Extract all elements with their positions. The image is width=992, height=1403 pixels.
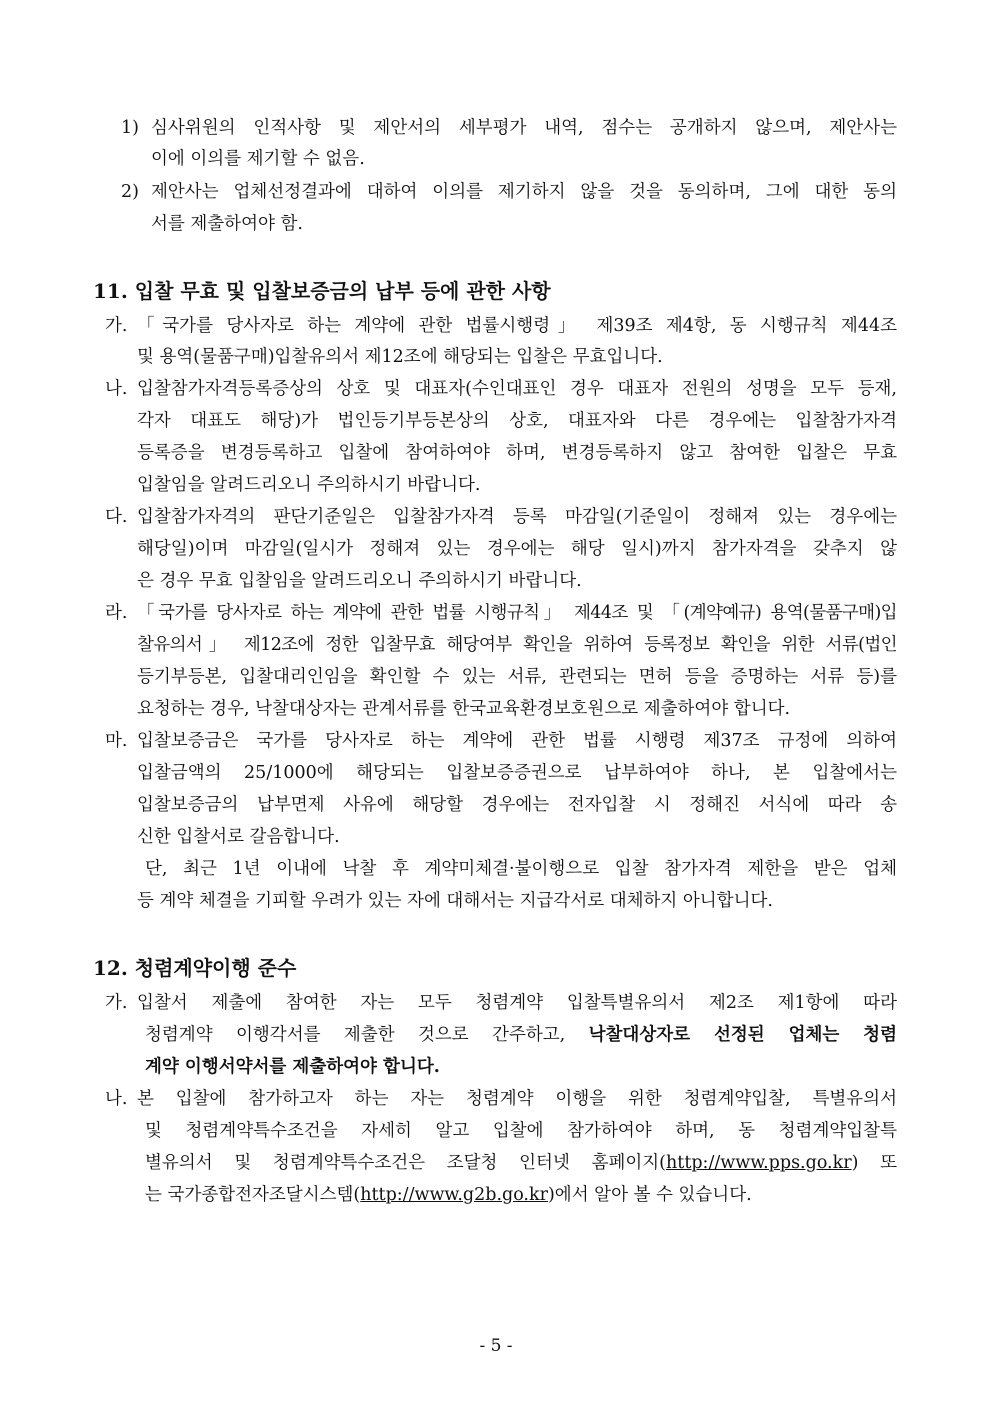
item-text-line: 요청하는 경우, 낙찰대상자는 관계서류를 한국교육환경보호원으로 제출하여야 합니다.	[137, 699, 791, 719]
item-text-line: 찰유의서」 제12조에 정한 입찰무효 해당여부 확인을 위하여 등록정보 확인을 위한 서류(법인	[137, 635, 897, 655]
pps-homepage-link[interactable]: http://www.pps.go.kr	[666, 1153, 852, 1173]
item-text-line: 등기부등본, 입찰대리인임을 확인할 수 있는 서류, 관련되는 면허 등을 증명하는 서류 등)를	[137, 667, 897, 687]
item-text-line: 입찰참가자격등록증상의 상호 및 대표자(수인대표인 경우 대표자 전원의 성명을 모두 등재,	[137, 379, 897, 399]
item-text-normal: 별유의서 및 청렴계약특수조건은 조달청 인터넷 홈페이지(	[145, 1153, 667, 1173]
item-marker: 가.	[105, 993, 128, 1013]
item-text-line: 각자 대표도 해당)가 법인등기부등본상의 상호, 대표자와 다른 경우에는 입찰참가자격	[137, 411, 897, 431]
item-text-line	[145, 1023, 897, 1047]
sub-item-text-line: 서를 제출하여야 함.	[151, 214, 303, 234]
g2b-system-link[interactable]: http://www.g2b.go.kr	[360, 1185, 548, 1205]
item-text-line: 등록증을 변경등록하고 입찰에 참여하여야 하며, 변경등록하지 않고 참여한 입찰은 무효	[137, 443, 897, 463]
item-text-line	[145, 1151, 897, 1175]
item-text-line: 입찰금액의 25/1000에 해당되는 입찰보증증권으로 납부하여야 하나, 본 입찰에서는	[137, 763, 897, 783]
item-text-line: 신한 입찰서로 갈음합니다.	[137, 827, 340, 847]
item-note-line: 단, 최근 1년 이내에 낙찰 후 계약미체결·불이행으로 입찰 참가자격 제한을 받은 업체	[145, 859, 897, 879]
item-text-line: 입찰보증금의 납부면제 사유에 해당할 경우에는 전자입찰 시 정해진 서식에 따라 송	[137, 795, 897, 815]
item-text-bold-line: 계약 이행서약서를 제출하여야 합니다.	[145, 1057, 440, 1077]
item-text-line: 입찰임을 알려드리오니 주의하시기 바랍니다.	[137, 475, 481, 495]
section-12-heading: 12. 청렴계약이행 준수	[93, 956, 297, 980]
item-note-line: 등 계약 체결을 기피할 우려가 있는 자에 대해서는 지급각서로 대체하지 아니합니다.	[137, 891, 773, 911]
item-text-line: 해당일)이며 마감일(일시가 정해져 있는 경우에는 해당 일시)까지 참가자격을 갖추지 않	[137, 539, 897, 559]
sub-item-text-line: 제안사는 업체선정결과에 대하여 이의를 제기하지 않을 것을 동의하며, 그에 대한 동의	[151, 182, 897, 202]
section-11-heading: 11. 입찰 무효 및 입찰보증금의 납부 등에 관한 사항	[93, 279, 551, 303]
item-text-line	[145, 1183, 897, 1207]
item-marker: 나.	[105, 1089, 128, 1109]
item-text-normal: ) 또	[851, 1153, 898, 1173]
item-text-line: 「국가를 당사자로 하는 계약에 관한 법률시행령」 제39조 제4항, 동 시행규칙 제44조	[137, 316, 897, 336]
item-text-line: 입찰보증금은 국가를 당사자로 하는 계약에 관한 법률 시행령 제37조 규정에 의하여	[137, 731, 897, 751]
item-text-normal: )에서 알아 볼 수 있습니다.	[547, 1185, 752, 1205]
item-text-line: 입찰서 제출에 참여한 자는 모두 청렴계약 입찰특별유의서 제2조 제1항에 따라	[137, 993, 897, 1013]
item-text-line: 본 입찰에 참가하고자 하는 자는 청렴계약 이행을 위한 청렴계약입찰, 특별유의서	[137, 1089, 897, 1109]
item-marker: 마.	[105, 731, 128, 751]
item-text-bold: 낙찰대상자로 선정된 업체는 청렴	[588, 1025, 897, 1045]
item-text-normal: 청렴계약 이행각서를 제출한 것으로 간주하고,	[145, 1025, 589, 1045]
item-text-line: 「국가를 당사자로 하는 계약에 관한 법률 시행규칙」 제44조 및 「(계약예규) 용역(물품구매)입	[137, 603, 897, 623]
item-text-line: 입찰참가자격의 판단기준일은 입찰참가자격 등록 마감일(기준일이 정해져 있는 경우에는	[137, 507, 897, 527]
item-text-line: 및 청렴계약특수조건을 자세히 알고 입찰에 참가하여야 하며, 동 청렴계약입찰특	[145, 1121, 897, 1141]
sub-item-text-line: 심사위원의 인적사항 및 제안서의 세부평가 내역, 점수는 공개하지 않으며, 제안사는	[151, 118, 897, 138]
item-marker: 나.	[105, 379, 128, 399]
sub-item-text-line: 이에 이의를 제기할 수 없음.	[151, 149, 365, 169]
item-text-line: 및 용역(물품구매)입찰유의서 제12조에 해당되는 입찰은 무효입니다.	[137, 347, 663, 367]
item-text-normal: 는 국가종합전자조달시스템(	[145, 1185, 361, 1205]
page-number: - 5 -	[479, 1336, 513, 1356]
sub-item-marker: 1)	[121, 118, 139, 138]
sub-item-marker: 2)	[121, 182, 139, 202]
item-marker: 가.	[105, 316, 128, 336]
item-marker: 라.	[105, 603, 128, 623]
item-marker: 다.	[105, 507, 128, 527]
item-text-line: 은 경우 무효 입찰임을 알려드리오니 주의하시기 바랍니다.	[137, 571, 582, 591]
